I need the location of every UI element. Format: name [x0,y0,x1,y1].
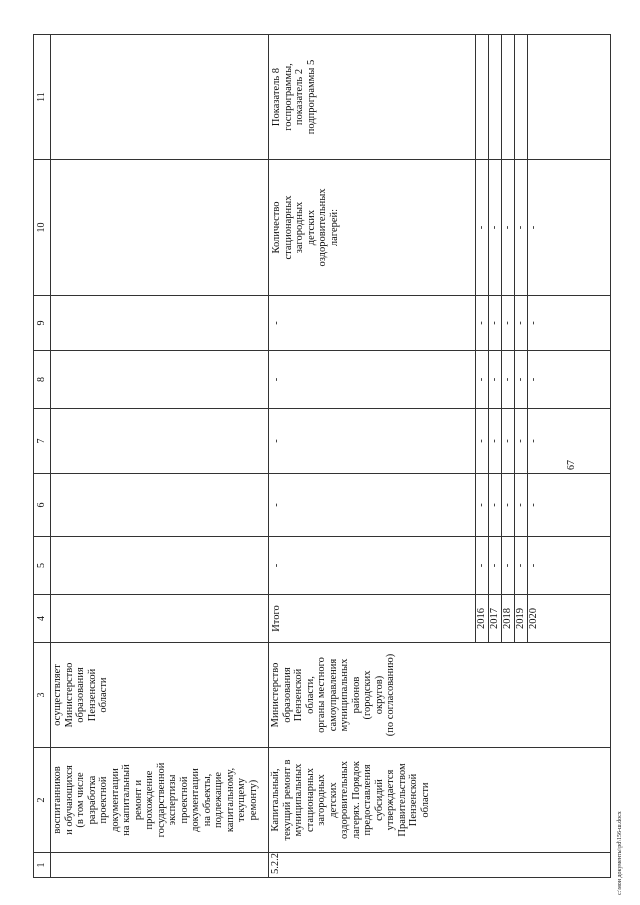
value-cell [51,474,269,537]
value-cell [51,537,269,595]
row-number-cell: 5.2.2 [269,853,611,878]
page-number: 67 [566,460,577,470]
year-list [475,595,540,642]
indicator-cell [51,160,269,296]
year-value: - [476,351,489,408]
header-cell: 2 [34,748,51,853]
year-value: - [476,474,489,536]
executor-cell: осуществляет Министерство образования Пензенской области [51,643,269,748]
header-cell: 7 [34,409,51,474]
year-value: - [489,474,502,536]
year-value: - [528,321,539,325]
year-value: - [502,160,515,295]
year-value: - [515,296,528,350]
empty-line [515,35,528,159]
row-number-cell [51,853,269,878]
header-cell: 4 [34,595,51,643]
footer-path: c:\мои документы\pd\156-ш.docx [617,811,623,895]
year-value: - [515,474,528,536]
value-cell [269,474,611,537]
header-cell: 5 [34,537,51,595]
reference-text: Показатель 8 госпрограммы, показатель 2 подпрограммы 5 [271,59,317,135]
year-value: - [502,409,515,473]
value-cell [269,296,611,351]
year-value: - [528,377,539,382]
header-cell: 1 [34,853,51,878]
year-value: - [528,225,539,230]
reference-cell [269,35,611,160]
table-row [51,35,269,878]
year-value: - [489,351,502,408]
year-value: - [476,160,489,295]
program-table [33,34,611,878]
activity-cell: воспитанников и обучающихся (в том числе разработка проектной документации на капитальный ремонт и прохождение государственной экспертизы проектной документации на объекты, подлежащие капитальному, текущему ремонту) [51,748,269,853]
header-cell: 6 [34,474,51,537]
total-value: - [271,321,282,325]
year-label: 2018 [502,595,515,642]
year-label: 2016 [476,595,489,642]
year-value: - [476,537,489,594]
empty-line [528,35,540,159]
year-value: - [489,409,502,473]
activity-cell: Капитальный, текущий ремонт в муниципальных стационарных загородных детских оздоровительных лагерях. Порядок предоставления субсидий утверждается Правительством Пензенской области [269,748,611,853]
year-value: - [528,439,539,443]
executor-cell: Министерство образования Пензенской области, органы местного самоуправления муниципальных районов (городских округов) (по согласованию) [269,643,611,748]
value-cell [51,351,269,409]
value-cell [51,296,269,351]
year-value: - [476,409,489,473]
value-cell [51,409,269,474]
year-cell [269,595,611,643]
header-cell: 10 [34,160,51,296]
total-value: - [271,439,282,443]
year-value: - [502,351,515,408]
header-row [34,35,51,878]
indicator-cell [269,160,611,296]
value-cell [269,537,611,595]
header-cell: 3 [34,643,51,748]
empty-line [502,35,515,159]
total-value: - [271,503,282,507]
year-value: - [502,537,515,594]
year-value: - [489,296,502,350]
year-cell [51,595,269,643]
year-label: 2020 [528,608,539,629]
header-cell: 9 [34,296,51,351]
year-label: 2017 [489,595,502,642]
value-cell [269,409,611,474]
year-value: - [528,563,539,568]
year-value: - [476,296,489,350]
empty-line [489,35,502,159]
year-value: - [515,537,528,594]
year-value: - [515,409,528,473]
year-value: - [528,503,539,507]
value-cell [269,351,611,409]
header-cell: 8 [34,351,51,409]
header-cell: 11 [34,35,51,160]
year-value: - [502,296,515,350]
year-label: 2019 [515,595,528,642]
total-label: Итого [271,605,282,632]
year-value: - [489,537,502,594]
indicator-text: Количество стационарных загородных детских оздоровительных лагерей: [271,188,340,267]
total-value: - [271,377,282,382]
year-value: - [502,474,515,536]
year-value: - [489,160,502,295]
year-value: - [515,351,528,408]
year-value: - [515,160,528,295]
reference-cell [51,35,269,160]
empty-line [476,35,489,159]
table-row [269,35,611,878]
total-value: - [271,563,282,568]
